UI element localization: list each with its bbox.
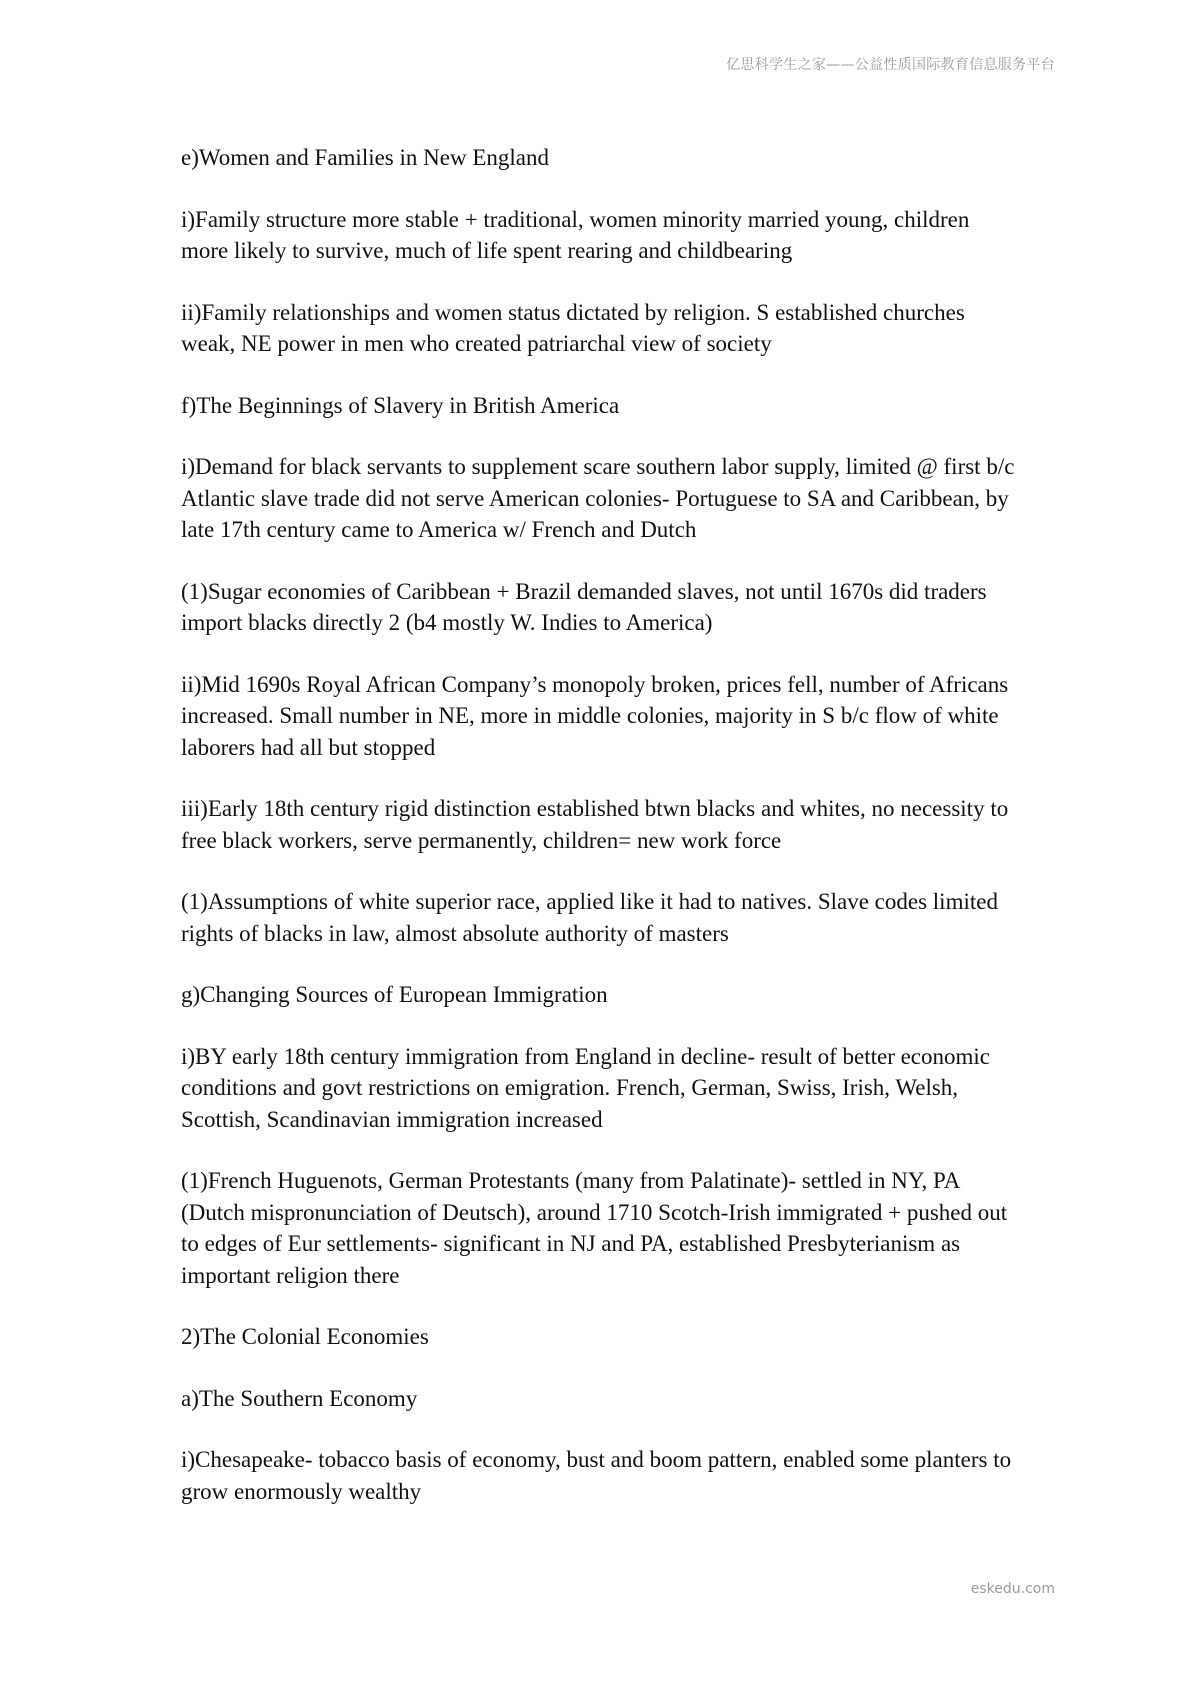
paragraph: ii)Mid 1690s Royal African Company’s monopoly broken, prices fell, number of Africans increased. Small number in NE, more in middle colonies, majority in S b/c flow of white laborers had all but stopped (181, 671, 1009, 760)
paragraph: iii)Early 18th century rigid distinction established btwn blacks and whites, no necessity to free black workers, serve permanently, children= new work force (181, 796, 1009, 853)
heading-beginnings-slavery: f)The Beginnings of Slavery in British America (181, 392, 620, 418)
paragraph: (1)French Huguenots, German Protestants (many from Palatinate)- settled in NY, PA (Dutch mispronunciation of Deutsch), around 1710 Scotch-Irish immigrated + pushed out to edges of Eur settlements- significant in NJ and PA, established Presbyterianism as important religion there (181, 1168, 1008, 1288)
heading-southern-economy: a)The Southern Economy (181, 1385, 418, 1411)
page-footer: eskedu.com (970, 1581, 1055, 1597)
paragraph: i)Family structure more stable + traditional, women minority married young, children more likely to survive, much of life spent rearing and childbearing (181, 206, 970, 263)
page-header: 亿思科学生之家——公益性质国际教育信息服务平台 (726, 57, 1055, 73)
paragraph: i)Demand for black servants to supplement scare southern labor supply, limited @ first b/c Atlantic slave trade did not serve American colonies- Portuguese to SA and Caribbean, by late 17th century came to America w/ French and Dutch (181, 454, 1015, 542)
paragraph: (1)Assumptions of white superior race, applied like it had to natives. Slave codes limited rights of blacks in law, almost absolute authority of masters (181, 889, 998, 946)
paragraph: i)BY early 18th century immigration from England in decline- result of better economic conditions and govt restrictions on emigration. French, German, Swiss, Irish, Welsh, Scottish, Scandinavian immigration increased (181, 1043, 991, 1132)
heading-european-immigration: g)Changing Sources of European Immigration (181, 982, 608, 1007)
heading-women-families: e)Women and Families in New England (181, 145, 549, 170)
paragraph: ii)Family relationships and women status dictated by religion. S established churches weak, NE power in men who created patriarchal view of society (181, 299, 965, 356)
heading-colonial-economies: 2)The Colonial Economies (181, 1324, 429, 1349)
document-body (181, 142, 1021, 1537)
paragraph: i)Chesapeake- tobacco basis of economy, bust and boom pattern, enabled some planters to grow enormously wealthy (181, 1447, 1012, 1504)
paragraph: (1)Sugar economies of Caribbean + Brazil demanded slaves, not until 1670s did traders import blacks directly 2 (b4 mostly W. Indies to America) (181, 578, 987, 635)
